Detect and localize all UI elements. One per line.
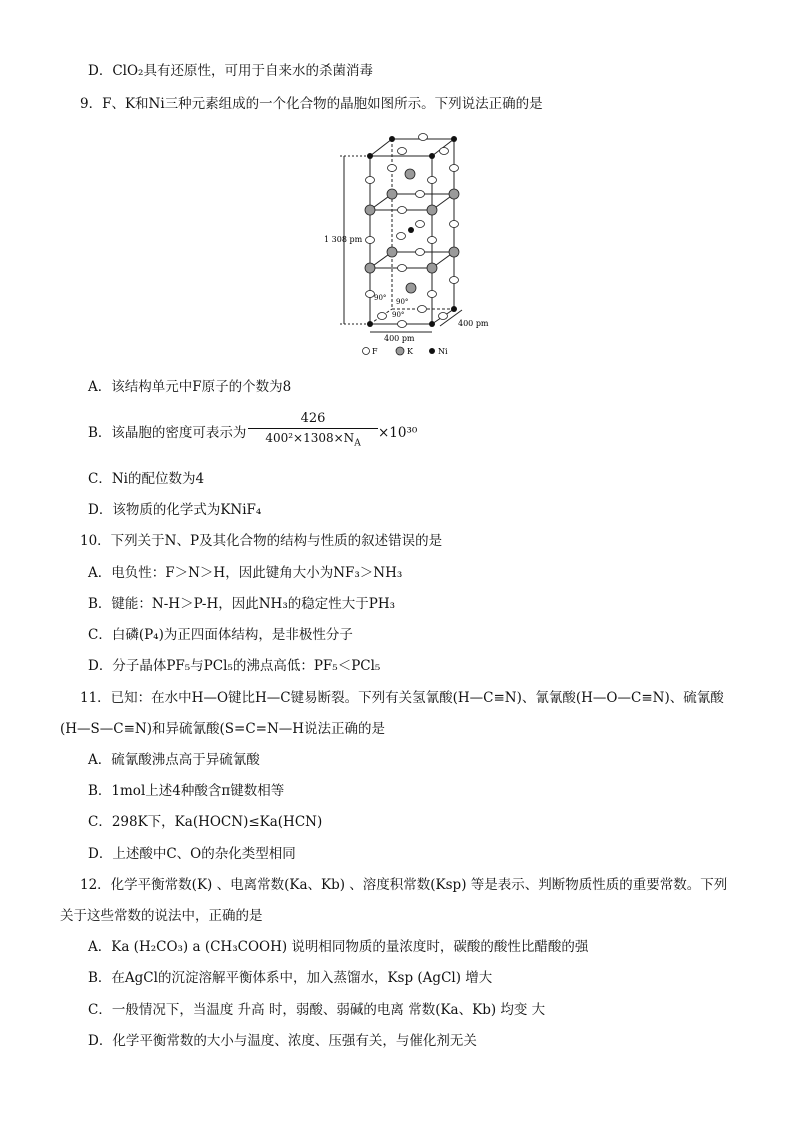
option-12b: B．在AgCl的沉淀溶解平衡体系中，加入蒸馏水，Ksp (AgCl) 增大 — [88, 970, 493, 986]
option-9c: C．Ni的配位数为4 — [88, 471, 205, 487]
option-12a: A．Ka (H₂CO₃) a (CH₃COOH) 说明相同物质的量浓度时，碳酸的酸性比醋酸的强 — [88, 939, 589, 955]
option-9d: D．该物质的化学式为KNiF₄ — [88, 502, 262, 518]
option-10a: A．电负性：F＞N＞H，因此键角大小为NF₃＞NH₃ — [88, 565, 403, 581]
option-9a: A．该结构单元中F原子的个数为8 — [88, 379, 292, 395]
figure-legend — [363, 347, 449, 356]
angle-label: 90° — [374, 294, 387, 302]
question-10: 10．下列关于N、P及其化合物的结构与性质的叙述错误的是 — [80, 533, 443, 549]
fraction-numerator: 426 — [300, 411, 326, 426]
option-11d: D．上述酸中C、O的杂化类型相同 — [88, 846, 296, 862]
fraction-bar — [248, 428, 378, 429]
width-label: 400 pm — [384, 334, 415, 343]
depth-label: 400 pm — [458, 319, 489, 328]
crystal-cell-figure — [322, 128, 502, 360]
svg-text:Ni: Ni — [438, 347, 448, 356]
question-11-line2: (H—S—C≡N)和异硫氰酸(S=C=N—H说法正确的是 — [60, 721, 386, 737]
question-12-line1: 12．化学平衡常数(K) 、电离常数(Ka、Kb) 、溶度积常数(Ksp) 等是表示、判断物质性质的重要常数。下列 — [80, 877, 728, 893]
option-11a: A．硫氰酸沸点高于异硫氰酸 — [88, 752, 260, 768]
option-12d: D．化学平衡常数的大小与温度、浓度、压强有关，与催化剂无关 — [88, 1033, 477, 1049]
option-11c: C．298K下，Ka(HOCN)≤Ka(HCN) — [88, 814, 323, 830]
option-12c: C．一般情况下，当温度 升高 时，弱酸、弱碱的电离 常数(Ka、Kb) 均变 大 — [88, 1002, 546, 1018]
angle-label: 90° — [396, 298, 409, 306]
question-11-line1: 11．已知：在水中H—O键比H—C键易断裂。下列有关氢氰酸(H—C≡N)、氰氰酸(H—O—C≡N)、硫氰酸 — [80, 690, 724, 706]
question-9: 9．F、K和Ni三种元素组成的一个化合物的晶胞如图所示。下列说法正确的是 — [80, 96, 543, 112]
option-9b-prefix: B．该晶胞的密度可表示为 — [88, 425, 247, 441]
option-10d: D．分子晶体PF₅与PCl₅的沸点高低：PF₅＜PCl₅ — [88, 658, 381, 674]
fraction-denominator: $400^2\times 1308\times N_A$ — [265, 431, 361, 449]
angle-label: 90° — [392, 311, 405, 319]
svg-text:F: F — [372, 347, 378, 356]
option-10c: C．白磷(P₄)为正四面体结构，是非极性分子 — [88, 627, 353, 643]
option-d-prev: D．ClO₂具有还原性，可用于自来水的杀菌消毒 — [88, 63, 373, 79]
option-9b-suffix: ×10³⁰ — [378, 425, 418, 441]
option-10b: B．键能：N-H＞P-H，因此NH₃的稳定性大于PH₃ — [88, 596, 396, 612]
question-12-line2: 关于这些常数的说法中，正确的是 — [60, 908, 263, 924]
svg-text:K: K — [407, 347, 413, 356]
height-label: 1 308 pm — [324, 235, 363, 244]
density-fraction — [248, 411, 378, 448]
option-11b: B．1mol上述4种酸含π键数相等 — [88, 783, 285, 799]
